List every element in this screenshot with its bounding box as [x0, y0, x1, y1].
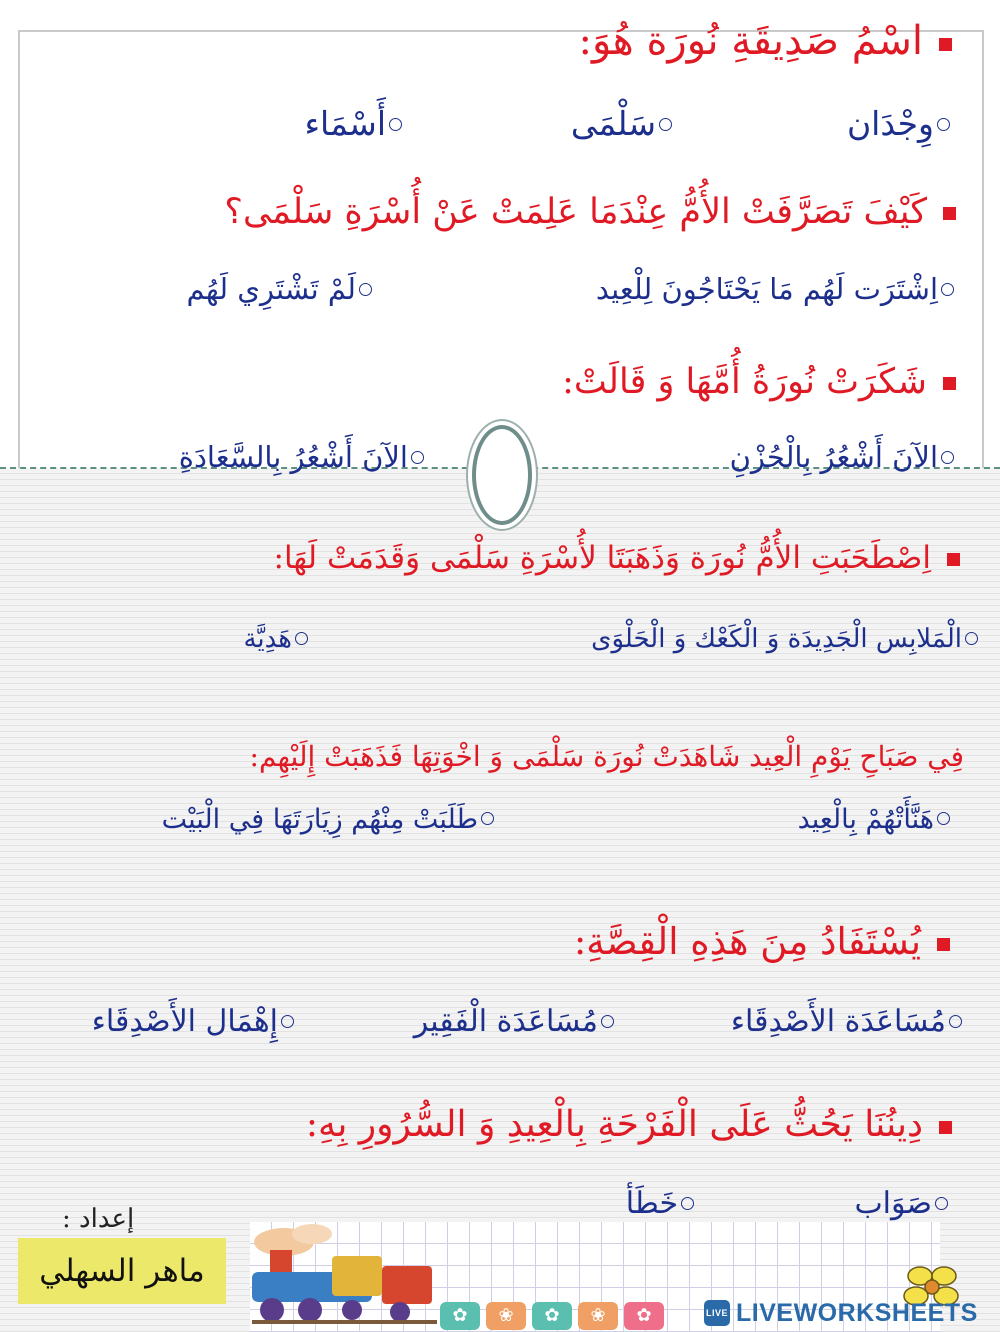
q1-option-2[interactable] [571, 104, 672, 143]
radio-icon[interactable] [937, 118, 950, 131]
brand-name: LIVEWORKSHEETS [736, 1298, 978, 1327]
question-bullet-icon [939, 38, 952, 51]
q7-option-2[interactable] [626, 1186, 694, 1221]
q7-option-1-label: صَوَاب [854, 1186, 932, 1221]
question-1 [579, 18, 952, 64]
q4-option-2[interactable] [243, 624, 308, 654]
question-bullet-icon [943, 377, 956, 390]
radio-icon[interactable] [965, 632, 978, 645]
question-2-text: كَيْفَ تَصَرَّفَتْ الأُمُّ عِنْدَمَا عَلِمَتْ عَنْ أُسْرَةِ سَلْمَى؟ [224, 192, 927, 232]
q6-option-3[interactable] [92, 1004, 294, 1039]
q3-option-1-label: الآنَ أَشْعُرُ بِالْحُزْنِ [729, 440, 938, 474]
q6-option-2[interactable] [414, 1004, 614, 1039]
radio-icon[interactable] [681, 1197, 694, 1210]
question-6 [574, 920, 950, 963]
page-bottom-section [0, 468, 1000, 1332]
q4-option-1-label: الْمَلابِس الْجَدِيدَة وَ الْكَعْك وَ الْحَلْوَى [591, 624, 962, 654]
q5-option-2-label: طَلَبَتْ مِنْهُم زِيَارَتَهَا فِي الْبَيْت [161, 804, 478, 835]
q5-option-2[interactable] [162, 804, 494, 835]
credit-label: إعداد : [62, 1204, 135, 1234]
question-3-text: شَكَرَتْ نُورَةُ أُمَّهَا وَ قَالَتْ: [562, 362, 927, 402]
q6-option-1[interactable] [731, 1004, 962, 1039]
q1-option-2-label: سَلْمَى [570, 104, 656, 143]
radio-icon[interactable] [937, 812, 950, 825]
q4-option-2-label: هَدِيَّة [243, 624, 292, 654]
question-6-text: يُسْتَفَادُ مِنَ هَذِهِ الْقِصَّةِ: [573, 920, 921, 963]
q6-option-2-label: مُسَاعَدَة الْفَقِير [413, 1004, 598, 1039]
q6-option-3-label: إِهْمَال الأَصْدِقَاء [91, 1004, 278, 1039]
q6-option-1-label: مُسَاعَدَة الأَصْدِقَاء [730, 1004, 946, 1039]
radio-icon[interactable] [941, 451, 954, 464]
flower-tile-icon: ✿ [624, 1302, 664, 1330]
radio-icon[interactable] [481, 812, 494, 825]
question-bullet-icon [943, 207, 956, 220]
logo-icon: LIVE [704, 1300, 730, 1326]
liveworksheets-logo [704, 1296, 978, 1330]
author-name: ماهر السهلي [18, 1238, 226, 1304]
question-2 [224, 192, 956, 232]
radio-icon[interactable] [935, 1197, 948, 1210]
q4-option-1[interactable] [591, 624, 978, 654]
decorative-tiles [440, 1302, 664, 1332]
q1-option-1[interactable] [847, 104, 950, 143]
radio-icon[interactable] [411, 451, 424, 464]
question-bullet-icon [939, 1121, 952, 1134]
question-5-text: فِي صَبَاحِ يَوْمِ الْعِيد شَاهَدَتْ نُورَة سَلْمَى وَ اخْوَتِهَا فَذَهَبَتْ إِلَيْهِم: [249, 740, 964, 773]
radio-icon[interactable] [949, 1015, 962, 1028]
q3-option-2-label: الآنَ أَشْعُرُ بِالسَّعَادَةِ [178, 440, 408, 474]
q1-option-3[interactable] [305, 104, 402, 143]
q2-option-1-label: اِشْتَرَت لَهُم مَا يَحْتَاجُونَ لِلْعِيد [595, 272, 938, 306]
q5-option-1[interactable] [798, 804, 950, 835]
question-4-text: اِصْطَحَبَتِ الأُمُّ نُورَة وَذَهَبَتَا لأُسْرَةِ سَلْمَى وَقَدَمَتْ لَهَا: [273, 540, 931, 576]
q7-option-1[interactable] [854, 1186, 948, 1221]
radio-icon[interactable] [941, 283, 954, 296]
question-bullet-icon [937, 938, 950, 951]
q1-option-3-label: أَسْمَاء [304, 104, 386, 143]
flower-tile-icon: ✿ [440, 1302, 480, 1330]
question-1-text: اسْمُ صَدِيقَةِ نُورَة هُوَ: [578, 18, 923, 64]
question-bullet-icon [947, 553, 960, 566]
question-5 [250, 740, 964, 773]
train-illustration-icon [232, 1222, 442, 1330]
q2-option-2[interactable] [187, 272, 372, 306]
q7-option-2-label: خَطَأ [625, 1186, 678, 1221]
q2-option-2-label: لَمْ تَشْتَرِي لَهُم [186, 272, 356, 306]
binder-ring-icon [472, 425, 532, 525]
question-7 [306, 1104, 952, 1145]
question-3 [562, 362, 956, 402]
page-top-section [18, 30, 984, 470]
radio-icon[interactable] [359, 283, 372, 296]
radio-icon[interactable] [601, 1015, 614, 1028]
question-7-text: دِينُنَا يَحُثُّ عَلَى الْفَرْحَةِ بِالْعِيدِ وَ السُّرُورِ بِهِ: [305, 1104, 923, 1145]
question-4 [274, 540, 961, 576]
radio-icon[interactable] [281, 1015, 294, 1028]
leaf-tile-icon: ❀ [486, 1302, 526, 1330]
flower-tile-icon: ✿ [532, 1302, 572, 1330]
flower-tile-icon: ❀ [578, 1302, 618, 1330]
q3-option-2[interactable] [179, 440, 424, 474]
q2-option-1[interactable] [596, 272, 954, 306]
q1-option-1-label: وِجْدَان [846, 104, 934, 143]
q3-option-1[interactable] [730, 440, 954, 474]
radio-icon[interactable] [295, 632, 308, 645]
q5-option-1-label: هَنَّأَتْهُمْ بِالْعِيد [797, 804, 934, 835]
radio-icon[interactable] [659, 118, 672, 131]
radio-icon[interactable] [389, 118, 402, 131]
